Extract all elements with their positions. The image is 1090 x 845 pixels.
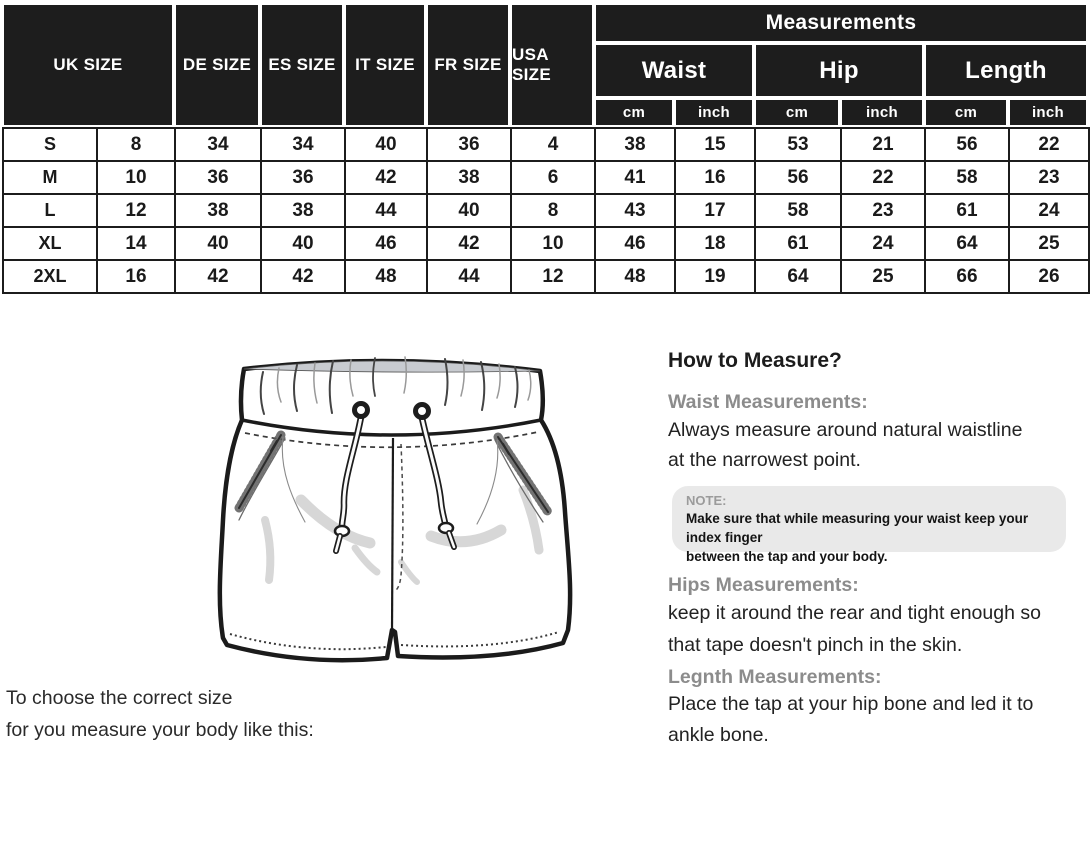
table-row (3, 128, 1089, 161)
length-section-text: Place the tap at your hip bone and led it to (668, 693, 1034, 715)
cell-waist-cm: 41 (595, 161, 675, 194)
column-header-measurements: Measurements (596, 5, 1086, 41)
cell-usa: 6 (511, 161, 595, 194)
size-chart-table (2, 3, 1088, 294)
table-row (3, 194, 1089, 227)
cell-hip-cm: 56 (755, 161, 841, 194)
cell-waist-cm: 46 (595, 227, 675, 260)
cell-waist-cm: 38 (595, 128, 675, 161)
cell-size: S (3, 128, 97, 161)
cell-size: XL (3, 227, 97, 260)
cell-es: 40 (261, 227, 345, 260)
cell-hip-inch: 21 (841, 128, 925, 161)
cell-uk: 16 (97, 260, 175, 293)
column-header-es-size: ES SIZE (262, 5, 342, 125)
unit-header-length-inch: inch (1010, 100, 1086, 125)
cell-size: L (3, 194, 97, 227)
cell-de: 40 (175, 227, 261, 260)
table-row (3, 260, 1089, 293)
shorts-outline (220, 361, 570, 660)
cell-hip-cm: 61 (755, 227, 841, 260)
note-box (672, 486, 1066, 564)
cell-de: 38 (175, 194, 261, 227)
cell-it: 40 (345, 128, 427, 161)
shorts-illustration (205, 340, 595, 680)
cell-fr: 40 (427, 194, 511, 227)
cell-length-inch: 24 (1009, 194, 1089, 227)
intro-text (6, 682, 314, 746)
table-row (3, 161, 1089, 194)
cell-hip-inch: 23 (841, 194, 925, 227)
cell-it: 48 (345, 260, 427, 293)
cell-es: 34 (261, 128, 345, 161)
cell-uk: 12 (97, 194, 175, 227)
cell-usa: 12 (511, 260, 595, 293)
waist-section-heading: Waist Measurements: (668, 391, 868, 413)
cell-size: M (3, 161, 97, 194)
note-text-line-2: between the tap and your body. (686, 549, 888, 564)
hips-section-heading: Hips Measurements: (668, 574, 859, 596)
unit-header-waist-inch: inch (676, 100, 752, 125)
right-grommet (416, 405, 429, 418)
cell-length-cm: 61 (925, 194, 1009, 227)
waist-section-text: Always measure around natural waistline (668, 419, 1023, 441)
length-section-heading: Legnth Measurements: (668, 666, 882, 688)
hips-section-text: keep it around the rear and tight enough so (668, 602, 1041, 624)
how-to-measure-title: How to Measure? (668, 349, 842, 372)
cell-hip-inch: 22 (841, 161, 925, 194)
left-grommet (355, 404, 368, 417)
cell-length-cm: 64 (925, 227, 1009, 260)
cell-waist-inch: 15 (675, 128, 755, 161)
cell-waist-cm: 48 (595, 260, 675, 293)
table-row (3, 227, 1089, 260)
cell-uk: 10 (97, 161, 175, 194)
length-section-text: ankle bone. (668, 724, 769, 746)
intro-line-1: To choose the correct size (6, 687, 233, 709)
cell-hip-cm: 53 (755, 128, 841, 161)
column-header-de-size: DE SIZE (176, 5, 258, 125)
cell-length-cm: 66 (925, 260, 1009, 293)
cell-fr: 38 (427, 161, 511, 194)
cell-es: 42 (261, 260, 345, 293)
cell-size: 2XL (3, 260, 97, 293)
cell-hip-inch: 25 (841, 260, 925, 293)
cell-waist-inch: 18 (675, 227, 755, 260)
note-text-line-1: Make sure that while measuring your waist keep your index finger (686, 511, 1029, 545)
column-header-it-size: IT SIZE (346, 5, 424, 125)
cell-uk: 14 (97, 227, 175, 260)
cell-fr: 42 (427, 227, 511, 260)
unit-header-hip-inch: inch (842, 100, 922, 125)
cell-uk: 8 (97, 128, 175, 161)
cell-it: 42 (345, 161, 427, 194)
cell-it: 46 (345, 227, 427, 260)
cell-length-inch: 22 (1009, 128, 1089, 161)
unit-header-length-cm: cm (926, 100, 1006, 125)
column-header-usa-size: USA SIZE (512, 5, 592, 125)
cell-usa: 10 (511, 227, 595, 260)
cell-length-inch: 25 (1009, 227, 1089, 260)
cell-length-cm: 58 (925, 161, 1009, 194)
cell-fr: 44 (427, 260, 511, 293)
column-header-length: Length (926, 45, 1086, 96)
cell-de: 36 (175, 161, 261, 194)
cell-es: 38 (261, 194, 345, 227)
cell-usa: 4 (511, 128, 595, 161)
cell-de: 42 (175, 260, 261, 293)
size-chart-header (2, 3, 1088, 127)
hips-section-text: that tape doesn't pinch in the skin. (668, 634, 963, 656)
note-label: NOTE: (686, 493, 727, 508)
size-chart-body (2, 127, 1090, 294)
cell-it: 44 (345, 194, 427, 227)
cell-hip-cm: 58 (755, 194, 841, 227)
cell-fr: 36 (427, 128, 511, 161)
cell-es: 36 (261, 161, 345, 194)
cell-hip-cm: 64 (755, 260, 841, 293)
unit-header-hip-cm: cm (756, 100, 838, 125)
waist-section-text: at the narrowest point. (668, 449, 861, 471)
cell-length-inch: 26 (1009, 260, 1089, 293)
cell-hip-inch: 24 (841, 227, 925, 260)
column-header-waist: Waist (596, 45, 752, 96)
cell-usa: 8 (511, 194, 595, 227)
column-header-hip: Hip (756, 45, 922, 96)
cell-waist-inch: 19 (675, 260, 755, 293)
cell-length-cm: 56 (925, 128, 1009, 161)
cell-waist-cm: 43 (595, 194, 675, 227)
cell-de: 34 (175, 128, 261, 161)
cell-length-inch: 23 (1009, 161, 1089, 194)
column-header-uk-size: UK SIZE (4, 5, 172, 125)
unit-header-waist-cm: cm (596, 100, 672, 125)
column-header-fr-size: FR SIZE (428, 5, 508, 125)
intro-line-2: for you measure your body like this: (6, 719, 314, 741)
cell-waist-inch: 17 (675, 194, 755, 227)
cell-waist-inch: 16 (675, 161, 755, 194)
